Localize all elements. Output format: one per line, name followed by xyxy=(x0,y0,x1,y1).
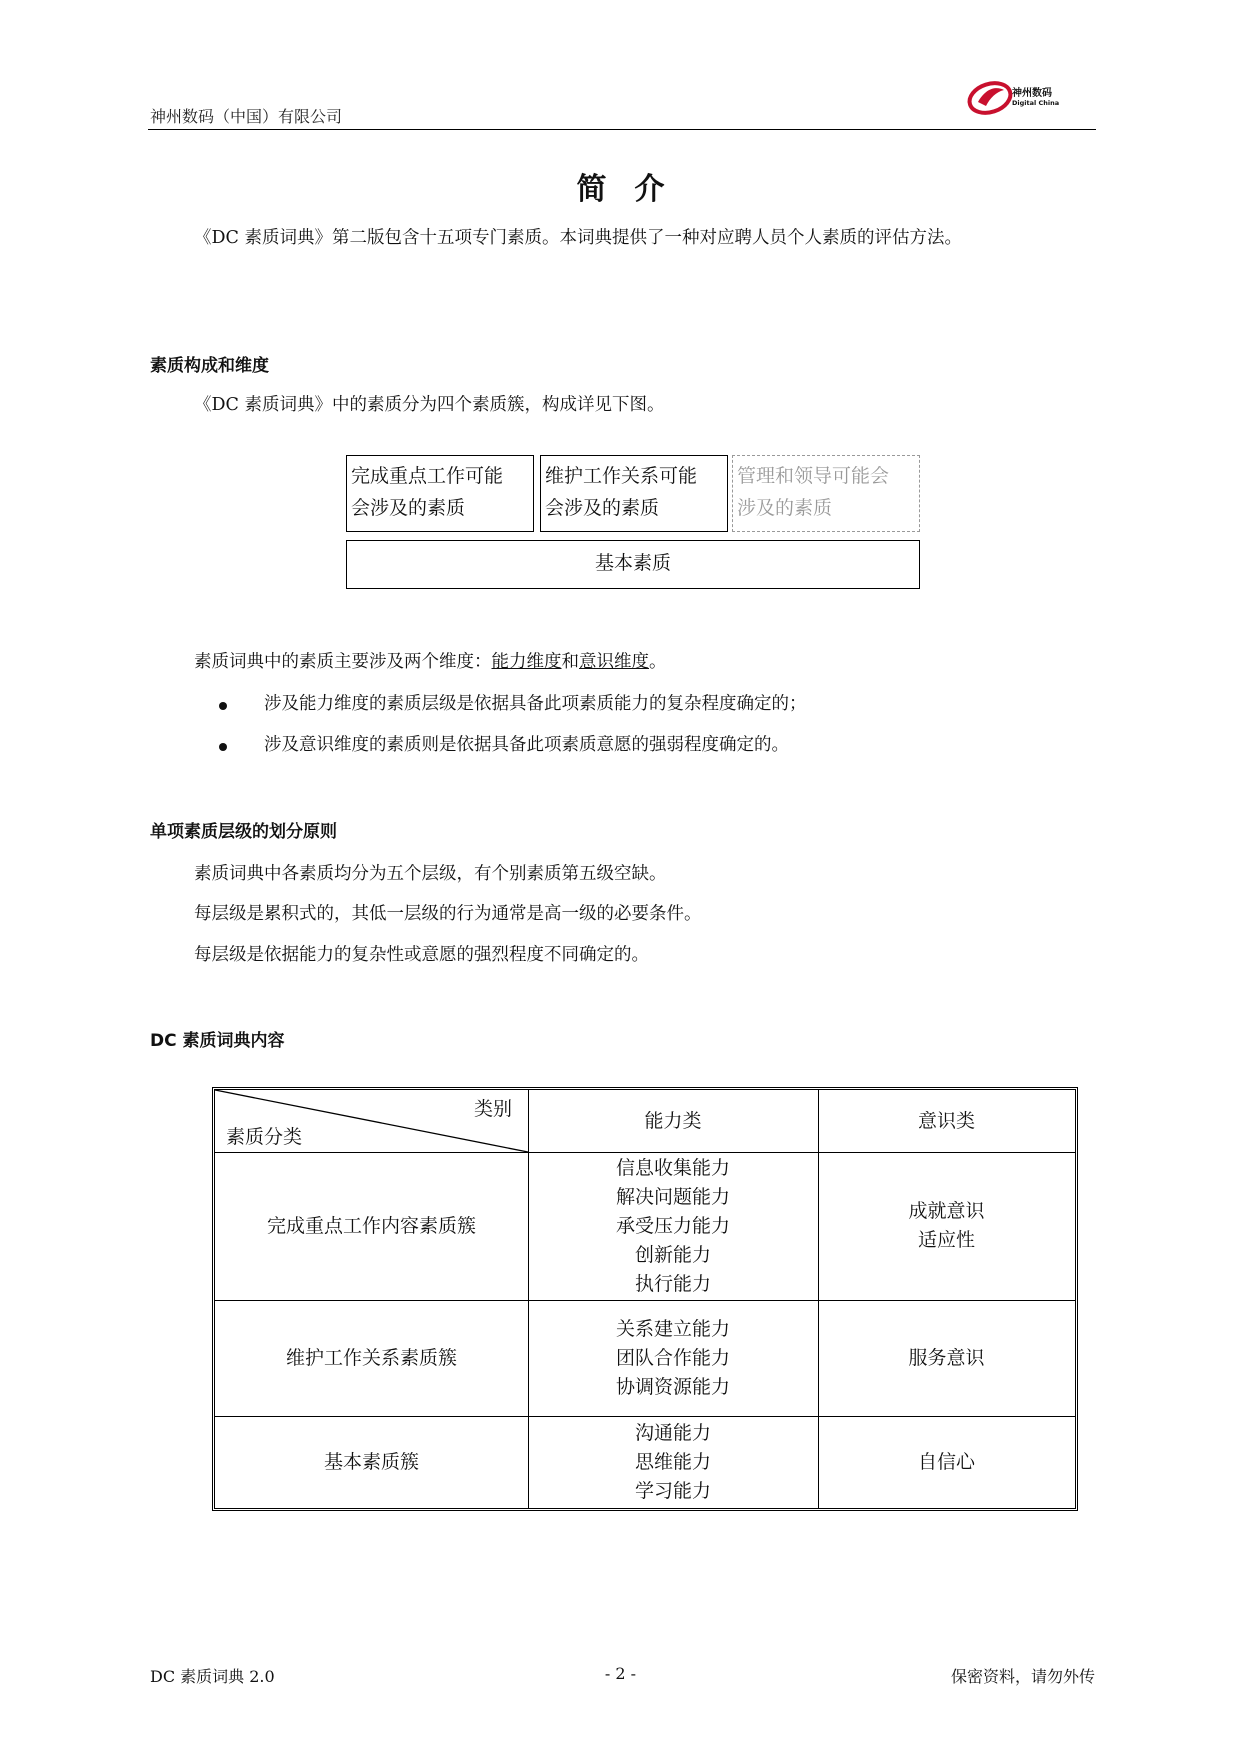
section-heading-contents: DC 素质词典内容 xyxy=(150,1031,285,1051)
ability-item: 解决问题能力 xyxy=(615,1185,730,1208)
table-awareness-cell xyxy=(818,1152,1075,1300)
bullet-item: 涉及能力维度的素质层级是依据具备此项素质能力的复杂程度确定的； xyxy=(264,694,807,714)
table-header-ability: 能力类 xyxy=(644,1109,702,1132)
header-company: 神州数码（中国）有限公司 xyxy=(150,107,343,126)
awareness-item: 服务意识 xyxy=(908,1346,985,1369)
ability-dimension-term: 能力维度 xyxy=(491,652,562,672)
footer-confidential: 保密资料，请勿外传 xyxy=(950,1667,1095,1686)
footer-doc-title: DC 素质词典 2.0 xyxy=(150,1667,275,1686)
ability-item: 学习能力 xyxy=(634,1479,711,1502)
table-cluster-cell: 完成重点工作内容素质簇 xyxy=(266,1214,476,1237)
table-corner-classification: 素质分类 xyxy=(226,1126,303,1148)
awareness-item: 成就意识 xyxy=(908,1200,985,1222)
awareness-dimension-term: 意识维度 xyxy=(579,652,649,672)
diagram-box-key-work xyxy=(346,455,534,532)
intro-paragraph: 《DC 素质词典》第二版包含十五项专门素质。本词典提供了一种对应聘人员个人素质的评估方法。 xyxy=(194,228,962,248)
levels-line: 素质词典中各素质均分为五个层级，有个别素质第五级空缺。 xyxy=(194,864,667,884)
table-awareness-cell xyxy=(818,1300,1075,1416)
table-corner-category: 类别 xyxy=(474,1098,513,1120)
diagram-box-line: 会涉及的素质 xyxy=(351,497,466,519)
ability-item: 承受压力能力 xyxy=(615,1214,730,1237)
levels-line: 每层级是依据能力的复杂性或意愿的强烈程度不同确定的。 xyxy=(194,945,649,965)
ability-item: 团队合作能力 xyxy=(615,1346,730,1369)
diagram-box-line: 涉及的素质 xyxy=(737,497,833,519)
table-ability-cell xyxy=(528,1152,818,1300)
ability-item: 关系建立能力 xyxy=(615,1317,730,1340)
table-header-awareness: 意识类 xyxy=(917,1109,975,1132)
footer-page-number: - 2 - xyxy=(604,1664,637,1683)
table-cluster-cell: 维护工作关系素质簇 xyxy=(285,1346,457,1369)
table-ability-cell xyxy=(528,1300,818,1416)
logo-en-text: Digital China xyxy=(1012,99,1060,107)
header-rule xyxy=(148,129,1096,130)
ability-item: 信息收集能力 xyxy=(615,1156,730,1179)
ability-item: 创新能力 xyxy=(634,1243,711,1266)
diagram-box-management xyxy=(732,455,920,532)
levels-line: 每层级是累积式的，其低一层级的行为通常是高一级的必要条件。 xyxy=(194,904,702,924)
page-title: 简介 xyxy=(576,172,693,207)
dimensions-end: 。 xyxy=(649,652,667,672)
table-awareness-cell xyxy=(818,1416,1075,1508)
diagram-box-line: 完成重点工作可能 xyxy=(351,465,504,487)
bullet-item: 涉及意识维度的素质则是依据具备此项素质意愿的强弱程度确定的。 xyxy=(264,735,789,755)
dimensions-and: 和 xyxy=(561,652,579,672)
dimensions-text xyxy=(194,648,667,673)
table-ability-cell xyxy=(528,1416,818,1508)
diagram-box-line: 维护工作关系可能 xyxy=(545,465,698,487)
logo-cn-text: 神州数码 xyxy=(1012,88,1052,99)
section-heading-composition: 素质构成和维度 xyxy=(150,356,269,376)
bullet-icon xyxy=(219,743,227,751)
awareness-item: 自信心 xyxy=(917,1450,975,1473)
table-cluster-cell: 基本素质簇 xyxy=(323,1450,419,1473)
section-heading-levels: 单项素质层级的划分原则 xyxy=(150,822,337,842)
diagram-box-relationships xyxy=(540,455,728,532)
diagram-box-basic: 基本素质 xyxy=(346,540,920,589)
ability-item: 思维能力 xyxy=(634,1450,711,1473)
dimensions-prefix: 素质词典中的素质主要涉及两个维度： xyxy=(194,652,492,672)
ability-item: 沟通能力 xyxy=(634,1421,711,1444)
awareness-item: 适应性 xyxy=(917,1229,975,1251)
diagram-box-line: 管理和领导可能会 xyxy=(737,465,890,487)
diagram-box-line: 会涉及的素质 xyxy=(545,497,660,519)
ability-item: 协调资源能力 xyxy=(615,1375,730,1398)
bullet-icon xyxy=(219,702,227,710)
ability-item: 执行能力 xyxy=(634,1272,711,1295)
composition-text: 《DC 素质词典》中的素质分为四个素质簇，构成详见下图。 xyxy=(194,395,665,415)
